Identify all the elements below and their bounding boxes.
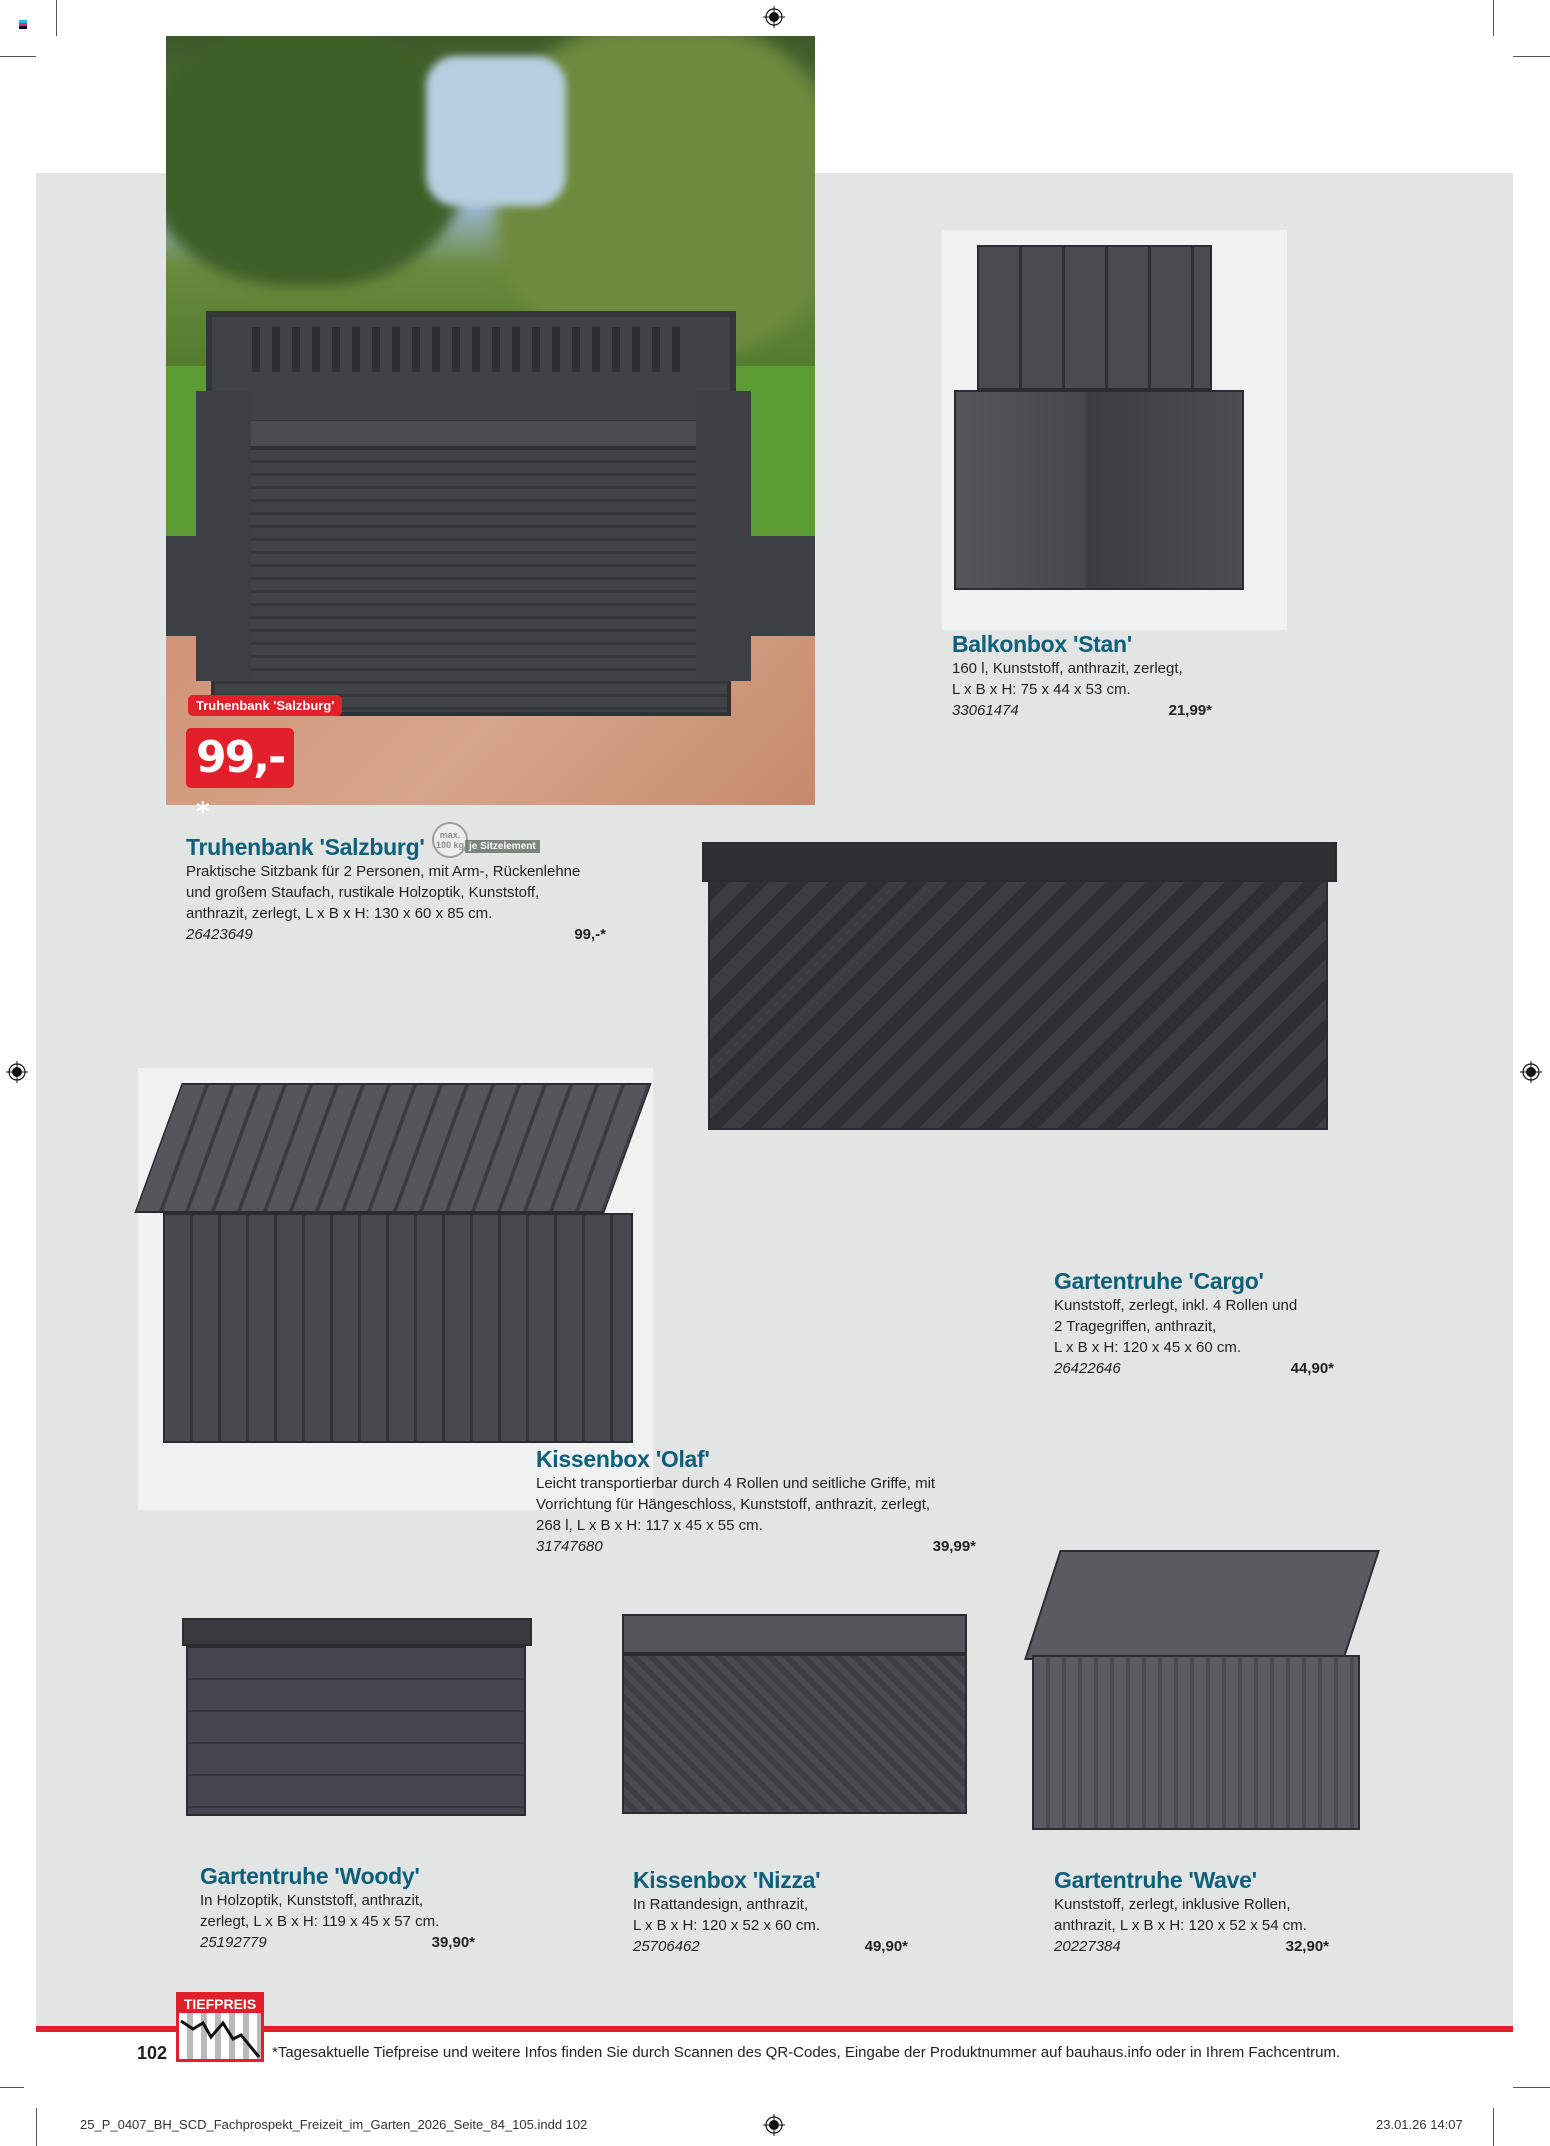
crop-mark [0, 2087, 24, 2088]
product-desc-line: 2 Tragegriffen, anthrazit, [1054, 1318, 1217, 1335]
hero-price-star: * [196, 797, 208, 827]
product-balkonbox-stan [952, 630, 1212, 721]
product-image-gartentruhe-cargo [700, 840, 1345, 1300]
crop-mark [1493, 0, 1494, 36]
product-desc-line: L x B x H: 120 x 52 x 60 cm. [633, 1917, 821, 1934]
product-sku: 25192779 [200, 1934, 267, 1951]
product-desc-line: In Rattandesign, anthrazit, [633, 1896, 809, 1913]
registration-mark-icon [763, 2114, 785, 2136]
product-price: 49,90* [864, 1938, 908, 1955]
tiefpreis-label: TIEFPREIS [179, 1995, 261, 2013]
crop-mark [36, 2108, 37, 2146]
tiefpreis-logo [176, 1992, 264, 2062]
crop-mark [1513, 56, 1550, 57]
product-price: 21,99* [1168, 702, 1212, 719]
product-title: Gartentruhe 'Woody' [200, 1863, 420, 1889]
product-title: Gartentruhe 'Wave' [1054, 1867, 1257, 1893]
product-image-balkonbox-stan [942, 230, 1287, 630]
badge-tag: je Sitzelement [465, 840, 540, 853]
product-sku: 20227384 [1054, 1938, 1121, 1955]
crop-mark [1493, 2108, 1494, 2146]
product-desc-line: L x B x H: 120 x 45 x 60 cm. [1054, 1339, 1242, 1356]
product-price: 32,90* [1285, 1938, 1329, 1955]
crop-mark [0, 56, 36, 57]
product-desc-line: In Holzoptik, Kunststoff, anthrazit, [200, 1892, 424, 1909]
product-sku: 33061474 [952, 702, 1019, 719]
print-slug-date: 23.01.26 14:07 [1376, 2117, 1463, 2132]
product-image-kissenbox-nizza [612, 1606, 974, 1846]
product-title: Kissenbox 'Olaf' [536, 1446, 710, 1472]
product-image-gartentruhe-woody [180, 1608, 540, 1848]
product-price: 99,-* [574, 926, 606, 943]
product-kissenbox-nizza [633, 1866, 908, 1957]
price-drop-chart-icon [179, 2013, 261, 2059]
print-slug-filename: 25_P_0407_BH_SCD_Fachprospekt_Freizeit_im_Garten_2026_Seite_84_105.indd 102 [80, 2117, 588, 2132]
product-desc-line: anthrazit, zerlegt, L x B x H: 130 x 60 x 85 cm. [186, 905, 493, 922]
product-price: 39,99* [932, 1538, 976, 1555]
product-desc-line: Praktische Sitzbank für 2 Personen, mit Arm-, Rückenlehne [186, 863, 581, 880]
crop-mark [1513, 2087, 1550, 2088]
hero-price-badge [186, 728, 294, 827]
registration-mark-icon [763, 6, 785, 28]
product-truhenbank-salzburg [186, 833, 606, 945]
product-kissenbox-olaf [536, 1445, 976, 1557]
footnote: *Tagesaktuelle Tiefpreise und weitere Infos finden Sie durch Scannen des QR-Codes, Eingabe der Produktnummer auf bauhaus.info oder in Ihrem Fachcentrum. [272, 2044, 1341, 2061]
product-desc-line: Kunststoff, zerlegt, inklusive Rollen, [1054, 1896, 1291, 1913]
product-gartentruhe-wave [1054, 1866, 1329, 1957]
product-title: Truhenbank 'Salzburg' [186, 834, 425, 860]
product-gartentruhe-cargo [1054, 1267, 1334, 1379]
registration-mark-icon [6, 1061, 28, 1083]
product-title: Balkonbox 'Stan' [952, 631, 1132, 657]
hero-price: 99,- [196, 732, 285, 783]
hero-product-label: Truhenbank 'Salzburg' [188, 695, 342, 716]
product-image-gartentruhe-wave [1022, 1545, 1372, 1855]
product-desc-line: L x B x H: 75 x 44 x 53 cm. [952, 681, 1131, 698]
crop-mark [56, 0, 57, 36]
product-sku: 31747680 [536, 1538, 603, 1555]
registration-mark-icon [1520, 1061, 1542, 1083]
product-desc-line: und großem Staufach, rustikale Holzoptik, Kunststoff, [186, 884, 540, 901]
page-number: 102 [137, 2043, 168, 2063]
product-desc-line: Kunststoff, zerlegt, inkl. 4 Rollen und [1054, 1297, 1298, 1314]
max-load-badge [432, 822, 540, 858]
hero-photo-truhenbank [166, 36, 815, 805]
product-sku: 26422646 [1054, 1360, 1121, 1377]
product-image-kissenbox-olaf [138, 1068, 653, 1510]
product-desc-line: Vorrichtung für Hängeschloss, Kunststoff, anthrazit, zerlegt, [536, 1496, 931, 1513]
product-desc-line: anthrazit, L x B x H: 120 x 52 x 54 cm. [1054, 1917, 1307, 1934]
product-desc-line: 160 l, Kunststoff, anthrazit, zerlegt, [952, 660, 1183, 677]
product-desc-line: zerlegt, L x B x H: 119 x 45 x 57 cm. [200, 1913, 440, 1930]
product-desc-line: 268 l, L x B x H: 117 x 45 x 55 cm. [536, 1517, 763, 1534]
weight-icon: max. 100 kg [432, 822, 468, 858]
product-gartentruhe-woody [200, 1862, 475, 1953]
product-title: Gartentruhe 'Cargo' [1054, 1268, 1264, 1294]
product-sku: 25706462 [633, 1938, 700, 1955]
product-title: Kissenbox 'Nizza' [633, 1867, 821, 1893]
color-bar-icon [19, 20, 27, 29]
product-price: 44,90* [1290, 1360, 1334, 1377]
product-desc-line: Leicht transportierbar durch 4 Rollen und seitliche Griffe, mit [536, 1475, 936, 1492]
product-price: 39,90* [431, 1934, 475, 1951]
product-sku: 26423649 [186, 926, 253, 943]
